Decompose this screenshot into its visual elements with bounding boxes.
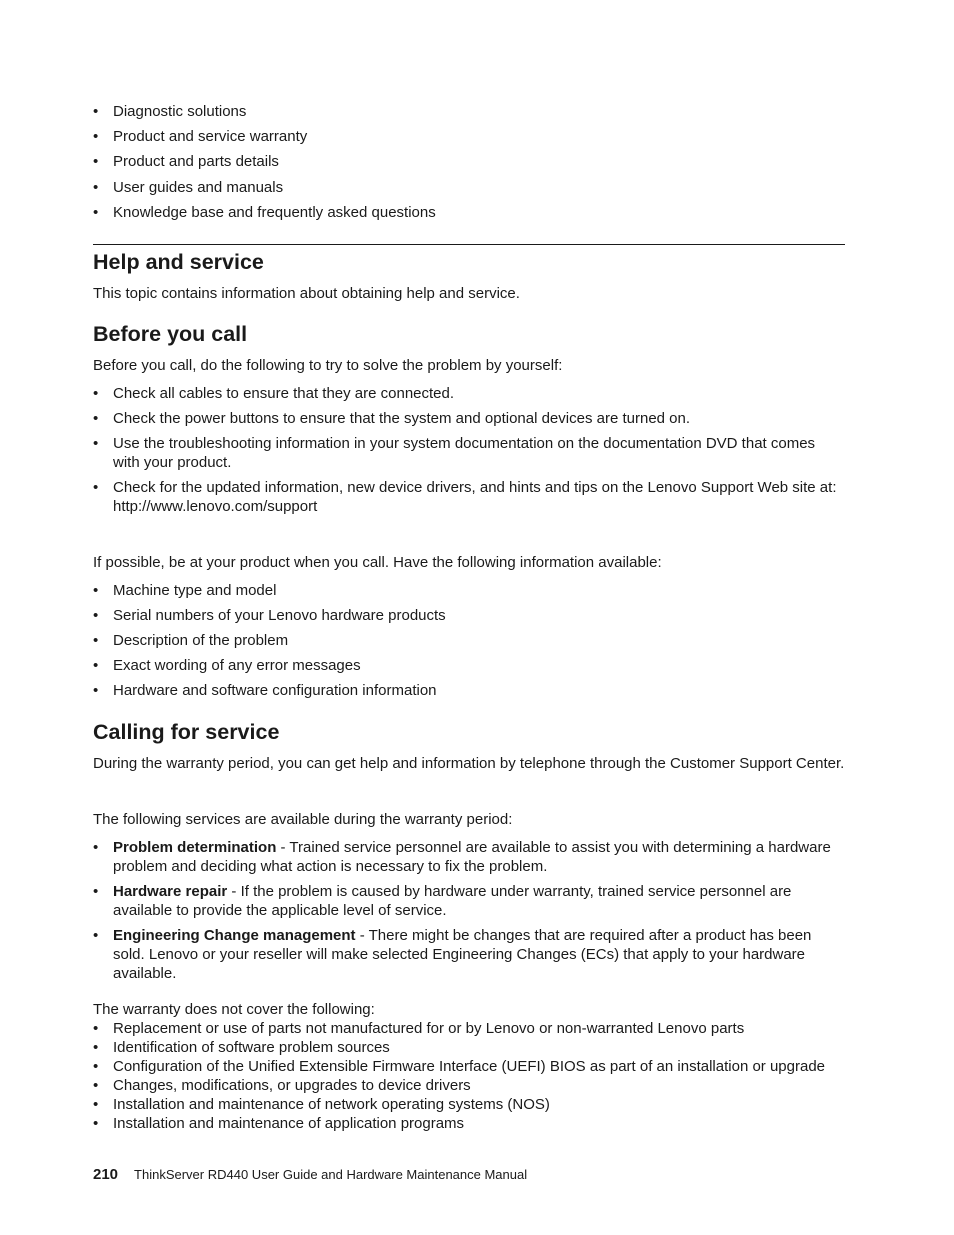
list-item: • Check all cables to ensure that they are connected. [93,385,455,402]
calling-paragraph-1: During the warranty period, you can get help and information by telephone through the Customer Support Center. [93,755,845,772]
bullet: • [93,1039,99,1056]
bullet: • [93,153,99,171]
list-item: • Use the troubleshooting information in your system documentation on the documentation DVD that comes with your product. [93,435,816,471]
bullet: • [93,582,99,599]
bullet: • [93,927,99,944]
bullet: • [93,435,99,452]
calling-paragraph-2: The following services are available during the warranty period: [93,811,513,828]
list-item: • Serial numbers of your Lenovo hardware products [93,607,446,624]
list-item: • Check for the updated information, new device drivers, and hints and tips on the Lenovo Support Web site at: http://www.lenovo.com/support [93,479,837,515]
list-item: • Hardware repair - If the problem is caused by hardware under warranty, trained service personnel are available to provide the applicable level of service. [93,883,792,919]
bullet: • [93,203,99,221]
bullet: • [93,657,99,674]
list-item: • Knowledge base and frequently asked questions [93,203,436,221]
list-item: • Check the power buttons to ensure that the system and optional devices are turned on. [93,410,691,427]
help-heading: Help and service [93,250,264,274]
list-item: • Machine type and model [93,582,277,599]
info-intro: If possible, be at your product when you call. Have the following information available: [93,554,662,571]
bullet: • [93,1096,99,1113]
support-url[interactable]: http://www.lenovo.com/support [113,498,318,515]
service-term: Problem determination [113,839,277,856]
before-checklist [93,384,845,522]
bullet: • [93,178,99,196]
intro-list [93,102,436,228]
page-number: 210 [93,1166,119,1183]
bullet: • [93,1115,99,1132]
list-item: • Exact wording of any error messages [93,657,361,674]
info-list [93,581,845,706]
bullet: • [93,883,99,900]
bullet: • [93,128,99,146]
not-covered-list [93,1019,845,1133]
list-item: • User guides and manuals [93,178,284,196]
list-item: • Identification of software problem sources [93,1039,390,1056]
bullet: • [93,410,99,427]
manual-title: ThinkServer RD440 User Guide and Hardware Maintenance Manual [134,1167,528,1182]
list-item: • Changes, modifications, or upgrades to device drivers [93,1077,471,1094]
bullet: • [93,632,99,649]
before-heading: Before you call [93,322,248,346]
before-intro: Before you call, do the following to try to solve the problem by yourself: [93,357,563,374]
list-item: • Product and service warranty [93,128,308,146]
service-term: Engineering Change management [113,927,356,944]
not-covered-intro: The warranty does not cover the following: [93,1001,375,1018]
list-item: • Diagnostic solutions [93,103,247,120]
list-item: • Installation and maintenance of network operating systems (NOS) [93,1096,550,1113]
bullet: • [93,479,99,496]
bullet: • [93,1077,99,1094]
bullet: • [93,385,99,402]
list-item: • Installation and maintenance of application programs [93,1115,465,1132]
list-item: • Replacement or use of parts not manufactured for or by Lenovo or non-warranted Lenovo parts [93,1020,745,1037]
bullet: • [93,1020,99,1037]
service-term: Hardware repair [113,883,228,900]
list-item: • Configuration of the Unified Extensible Firmware Interface (UEFI) BIOS as part of an installation or upgrade [93,1058,826,1075]
bullet: • [93,839,99,856]
page-footer [93,1166,527,1183]
bullet: • [93,103,99,120]
services-list [93,838,845,989]
list-item: • Problem determination - Trained service personnel are available to assist you with determining a hardware problem and deciding what action is necessary to fix the problem. [93,839,831,875]
list-item: • Engineering Change management - There might be changes that are required after a product has been sold. Lenovo or your reseller will make selected Engineering Changes (ECs) that apply to your hardware available. [93,927,812,982]
bullet: • [93,607,99,624]
list-item: • Product and parts details [93,153,279,171]
section-divider [93,244,845,245]
list-item: • Description of the problem [93,632,289,649]
help-text: This topic contains information about obtaining help and service. [93,285,520,302]
calling-heading: Calling for service [93,720,280,744]
bullet: • [93,1058,99,1075]
bullet: • [93,682,99,699]
list-item: • Hardware and software configuration information [93,682,437,699]
